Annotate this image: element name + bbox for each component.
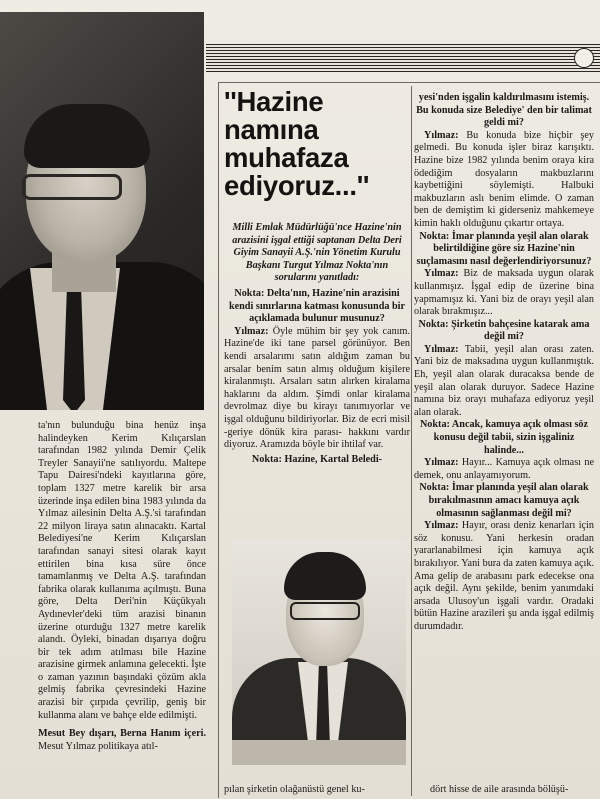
speaker-label: Yılmaz: <box>424 343 459 355</box>
frame-left-rule <box>218 82 219 798</box>
subhead: Mesut Bey dışarı, Berna Hanım içeri. <box>38 728 206 740</box>
header-band <box>206 44 600 72</box>
column-middle-bottom-line: pılan şirketin olağanüstü genel ku- <box>224 784 365 795</box>
article-intro: Milli Emlak Müdürlüğü'nce Hazine'nin arazisini işgal ettiği saptanan Delta Deri Giyim Sanayii A.Ş.'nin Yönetim Kurulu Başkanı Turgut Yılmaz Nokta'nın sorularını yanıtladı: <box>232 222 402 284</box>
answer-text: Öyle mühim bir şey yok canım. Hazine'de iki tane parsel görünüyor. Ben kendi arsalarımı satın aldığım zaman bu arsalar benim satın almış olduğum kişilere kiralanmıştı. Arsaları satın alırken kiralama haklarını da aldım. Şimdi onlar kiralama devrolmaz diye bu kirayı tanımıyorlar ve işgal olduğunu bildiriyorlar. Biz de ecri misil -geriye dönük kira parası- hakkını vardır diyoruz. Aramızda böyle bir ihtilaf var. <box>224 325 410 451</box>
answer <box>414 268 594 318</box>
column-left-subhead-paragraph <box>38 728 206 753</box>
question: Nokta: Şirketin bahçesine katarak ama değil mi? <box>418 318 590 343</box>
frame-top-rule <box>218 82 600 83</box>
question: Nokta: İmar planında yeşil alan olarak belirtildiğine göre siz Hazine'nin suçlamasını nasıl değerlendiriyorsunuz? <box>416 230 592 267</box>
column-right <box>414 92 594 634</box>
question: yesi'nden işgalin kaldırılmasını istemiş. Bu konuda size Belediye' den bir talimat geldi mi? <box>416 92 592 129</box>
answer <box>224 326 410 452</box>
answer <box>414 344 594 420</box>
answer-text: Hayır... Kamuya açık olması ne demek, onu anlayamıyorum. <box>414 457 594 481</box>
answer-text: Hayır, orası deniz kenarları için söz konusu. Yani herkesin oradan yararlanabilmesi için kamuya açık bırakılıyor. Yani bura da zaten kamuya açık. Ama gelip de arabasını park edecekse ona açık değil. Aynı şekilde, benim yanımdaki arsada Ulusoy'un işgali vardır. Oradaki bütün Hazine arazileri şu anda işgal edilmiş durumdadır. <box>414 520 594 632</box>
answer-text: Bu konuda bize hiçbir şey gelmedi. Bu konuda işler biraz karışıktı. Hazine bize 1982 yılında benim oraya kira ödediğim dosyaların makbuzlarını kaybettiğini söylemişti. Halbuki makbuzların aslı benim elimde. O zaman ben de demiştim ki giderseniz mahkemeye kimin haklı olduğunu çıkartır ortaya. <box>414 129 594 229</box>
speaker-label: Yılmaz: <box>424 129 459 141</box>
question: Nokta: İmar planında yeşil alan olarak bırakılmasının amacı kamuya açık olmasının sağlanması değil mi? <box>419 482 589 519</box>
answer-text: Biz de maksada uygun olarak kullanmışız. İşgal edip de üzerine bina yapmamışız ki. Yani biz de orayı yeşil alan olarak bırakmışız... <box>414 268 594 318</box>
question: Nokta: Ancak, kamuya açık olması söz konusu değil tabii, sizin işgaliniz halinde... <box>419 419 589 456</box>
portrait-photo-bottom <box>232 540 406 765</box>
column-middle <box>224 288 410 466</box>
answer <box>414 457 594 482</box>
column-right-bottom-line: dört hisse de aile arasında bölüşü- <box>430 784 569 795</box>
column-divider <box>411 86 412 796</box>
column-left <box>38 420 206 753</box>
column-left-paragraph: ta'nın bulunduğu bina henüz inşa halindeyken Kerim Kılıçarslan tarafından 1982 yılında Demir Çelik Treyler Sanayii'ne satılıyordu. Maltepe Tapu Dairesi'ndeki kayıtlarına göre, toplam 1327 metre karelik bir arsa üzerinde inşa edilen bina 1983 yılında da Yılmaz ailesinin Delta A.Ş.'si tarafından 22 milyon liraya satın alınacaktı. Kartal Belediyesi'ne Kerim Kılıçarslan tarafından sanayi sitesi olarak kayıt ettirilen bina kısa süre önce tamamlanmış ve Delta A.Ş. tarafından fabrika olarak kullanıma açılmıştı. Buna göre, Delta Deri'nin Küçükyalı Aydınevler'deki tüm arazisi binanın üzerine oturduğu 1327 metre karelik alandı. Öyleki, binadan dışarıya doğru bir tek adım atılması bile Hazine arazisine girmek anlamına gelecekti. İşte o zaman yazının başındaki çözüm akla gelmiş fabrika çevresindeki Hazine arazisi bir çırpıda çevrilip, geniş bir kullanma alanı ve bahçe elde edilmişti. <box>38 420 206 721</box>
speaker-label: Yılmaz: <box>424 268 459 280</box>
answer <box>414 520 594 633</box>
headline-box <box>224 88 409 216</box>
portrait-photo-top <box>0 12 204 410</box>
speaker-label: Yılmaz: <box>424 520 459 532</box>
circle-icon <box>574 48 594 68</box>
answer <box>414 130 594 231</box>
speaker-label: Yılmaz: <box>234 325 269 337</box>
speaker-label: Yılmaz: <box>424 457 459 469</box>
headline: ''Hazine namına muhafaza ediyoruz...'' <box>224 86 370 201</box>
question: Nokta: Hazine, Kartal Beledi- <box>251 453 383 465</box>
answer-text: Tabii, yeşil alan orası zaten. Yani biz de maksadına uygun kullanmıştık. Eh, yeşil alan olarak duracaksa bende de yeşil alan olarak duruyor. Sadece Hazine namına biz orayı muhafaza ediyoruz yeşil alan olarak. <box>414 343 594 418</box>
subhead-tail: Mesut Yılmaz politikaya atıl- <box>38 740 158 752</box>
question: Nokta: Delta'nın, Hazine'nin arazisini kendi sınırlarına katması konusunda bir açıklamada bulunur musunuz? <box>228 288 406 325</box>
